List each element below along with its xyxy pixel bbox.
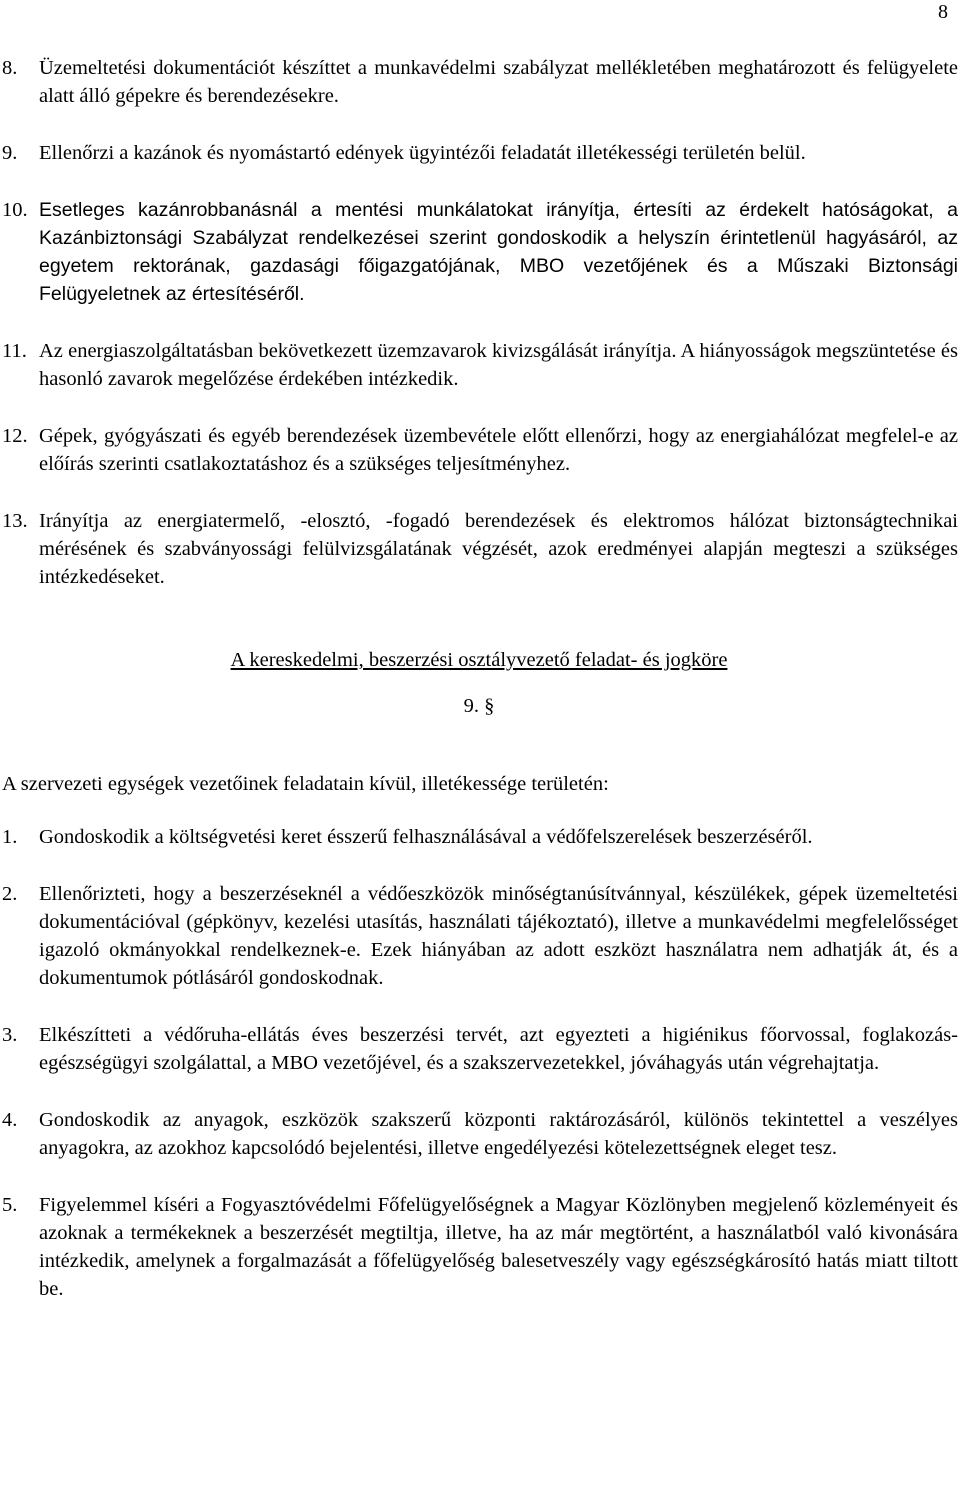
- item-text: Esetleges kazánrobbanásnál a mentési munkálatokat irányítja, értesíti az érdekelt hatóságokat, a Kazánbiztonsági Szabályzat rendelkezései szerint gondoskodik a helyszín érintetlenül hagyásáról, az egyetem rektorának, gazdasági főigazgatójának, MBO vezetőjének és a Műszaki Biztonsági Felügyeletnek az értesítéséről.: [39, 199, 958, 305]
- item-number: 1.: [2, 826, 18, 848]
- section-paragraph-number: 9. §: [463, 695, 495, 717]
- item-number: 4.: [2, 1109, 18, 1131]
- list-item-1: [0, 823, 958, 851]
- item-number: 8.: [2, 57, 18, 79]
- list-item-3: [0, 1021, 958, 1077]
- item-text: Gondoskodik a költségvetési keret ésszerű felhasználásával a védőfelszerelések beszerzéséről.: [39, 826, 813, 848]
- list-item-13: [0, 507, 958, 591]
- item-number: 3.: [2, 1024, 18, 1046]
- section-heading: A kereskedelmi, beszerzési osztályvezető feladat- és jogköre: [230, 649, 728, 671]
- item-number: 2.: [2, 883, 18, 905]
- item-text: Elkészítteti a védőruha-ellátás éves beszerzési tervét, azt egyezteti a higiénikus főorvossal, foglakozás-egészségügyi szolgálattal, a MBO vezetőjével, és a szakszervezetekkel, jóváhagyás után végrehajtatja.: [39, 1024, 958, 1074]
- item-text: Gépek, gyógyászati és egyéb berendezések üzembevétele előtt ellenőrzi, hogy az energiahálózat megfelel-e az előírás szerinti csatlakoztatáshoz és a szükséges teljesítményhez.: [39, 425, 958, 475]
- list-item-5: [0, 1191, 958, 1303]
- list-item-8: [0, 54, 958, 110]
- list-item-4: [0, 1106, 958, 1162]
- list-item-10: [0, 196, 958, 308]
- page-number: 8: [938, 1, 948, 23]
- item-text: Üzemeltetési dokumentációt készíttet a munkavédelmi szabályzat mellékletében meghatározott és felügyelete alatt álló gépekre és berendezésekre.: [39, 57, 958, 107]
- item-number: 10.: [2, 199, 28, 221]
- item-text: Az energiaszolgáltatásban bekövetkezett üzemzavarok kivizsgálását irányítja. A hiányosságok megszüntetése és hasonló zavarok megelőzése érdekében intézkedik.: [39, 340, 958, 390]
- item-text: Ellenőrizteti, hogy a beszerzéseknél a védőeszközök minőségtanúsítvánnyal, készülékek, gépek üzemeltetési dokumentációval (gépkönyv, kezelési utasítás, használati tájékoztató), illetve a munkavédelmi megfelelősséget igazoló okmányokkal rendelkeznek-e. Ezek hiányában az adott eszközt használatra nem adhatják át, és a dokumentumok pótlásáról gondoskodnak.: [39, 883, 958, 989]
- item-number: 9.: [2, 142, 18, 164]
- list-item-2: [0, 880, 958, 992]
- list-item-12: [0, 422, 958, 478]
- item-number: 12.: [2, 425, 28, 447]
- item-text: Figyelemmel kíséri a Fogyasztóvédelmi Főfelügyelőségnek a Magyar Közlönyben megjelenő közleményeit és azoknak a termékeknek a beszerzését megtiltja, illetve, ha az már megtörtént, a használatból való kivonására intézkedik, amelynek a forgalmazását a főfelügyelőség balesetveszély vagy egészségkárosító hatás miatt tiltott be.: [39, 1194, 958, 1300]
- item-number: 13.: [2, 510, 28, 532]
- item-text: Gondoskodik az anyagok, eszközök szakszerű központi raktározásáról, különös tekintettel a veszélyes anyagokra, az azokhoz kapcsolódó bejelentési, illetve engedélyezési kötelezettségnek eleget tesz.: [39, 1109, 958, 1159]
- item-text: Irányítja az energiatermelő, -elosztó, -fogadó berendezések és elektromos hálózat biztonságtechnikai mérésének és szabványossági felülvizsgálatának végzését, azok eredményei alapján megteszi a szükséges intézkedéseket.: [39, 510, 958, 588]
- list-item-11: [0, 337, 958, 393]
- item-number: 5.: [2, 1194, 18, 1216]
- section-intro: A szervezeti egységek vezetőinek feladatain kívül, illetékessége területén:: [2, 773, 609, 795]
- item-text: Ellenőrzi a kazánok és nyomástartó edények ügyintézői feladatát illetékességi területén belül.: [39, 142, 806, 164]
- list-item-9: [0, 139, 958, 167]
- item-number: 11.: [2, 340, 27, 362]
- document-page: [0, 54, 958, 1332]
